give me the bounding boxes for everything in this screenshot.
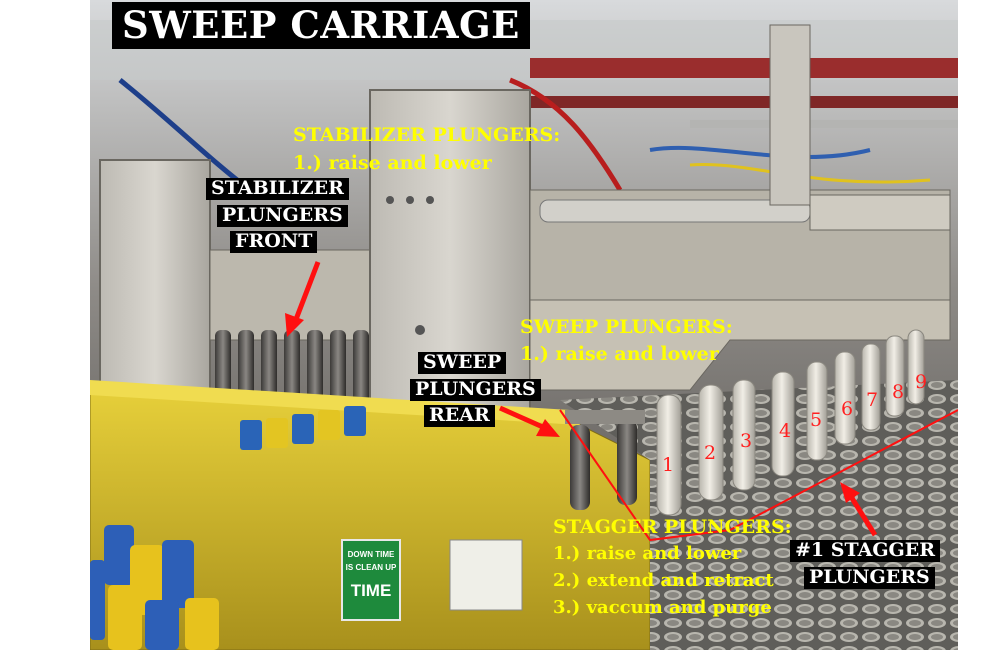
sign-line-3: TIME	[350, 581, 392, 600]
plunger-number-1: 1	[662, 454, 675, 476]
stabilizer-plungers-header: STABILIZER PLUNGERS:	[293, 124, 561, 146]
sweep-plungers-header: SWEEP PLUNGERS:	[520, 316, 733, 338]
stagger-plungers-header: STAGGER PLUNGERS:	[553, 516, 792, 538]
plunger-number-2: 2	[704, 442, 717, 464]
stabilizer-plungers-action: 1.) raise and lower	[293, 152, 492, 174]
stagger-first-line-2: PLUNGERS	[804, 567, 935, 589]
stagger-action-3: 3.) vaccum and purge	[553, 597, 772, 618]
plunger-number-3: 3	[740, 430, 753, 452]
sign-line-2: IS CLEAN UP	[345, 563, 397, 572]
stagger-action-1: 1.) raise and lower	[553, 543, 742, 564]
plunger-number-8: 8	[892, 381, 905, 403]
plunger-number-4: 4	[779, 420, 792, 442]
plunger-number-6: 6	[841, 398, 854, 420]
sweep-rear-line-2: PLUNGERS	[410, 379, 541, 401]
stagger-action-2: 2.) extend and retract	[553, 570, 774, 591]
plunger-number-9: 9	[915, 371, 928, 393]
plunger-number-7: 7	[866, 389, 879, 411]
sign-line-1: DOWN TIME	[347, 550, 395, 559]
sweep-rear-line-1: SWEEP	[418, 352, 506, 374]
stabilizer-front-line-3: FRONT	[230, 231, 317, 253]
down-time-sign	[342, 540, 400, 620]
page-title: SWEEP CARRIAGE	[112, 2, 530, 49]
sweep-rear-line-3: REAR	[424, 405, 495, 427]
stabilizer-front-line-2: PLUNGERS	[217, 205, 348, 227]
stabilizer-front-line-1: STABILIZER	[206, 178, 349, 200]
plunger-number-5: 5	[810, 409, 823, 431]
stagger-first-line-1: #1 STAGGER	[790, 540, 940, 562]
sweep-plungers-action: 1.) raise and lower	[520, 343, 719, 365]
